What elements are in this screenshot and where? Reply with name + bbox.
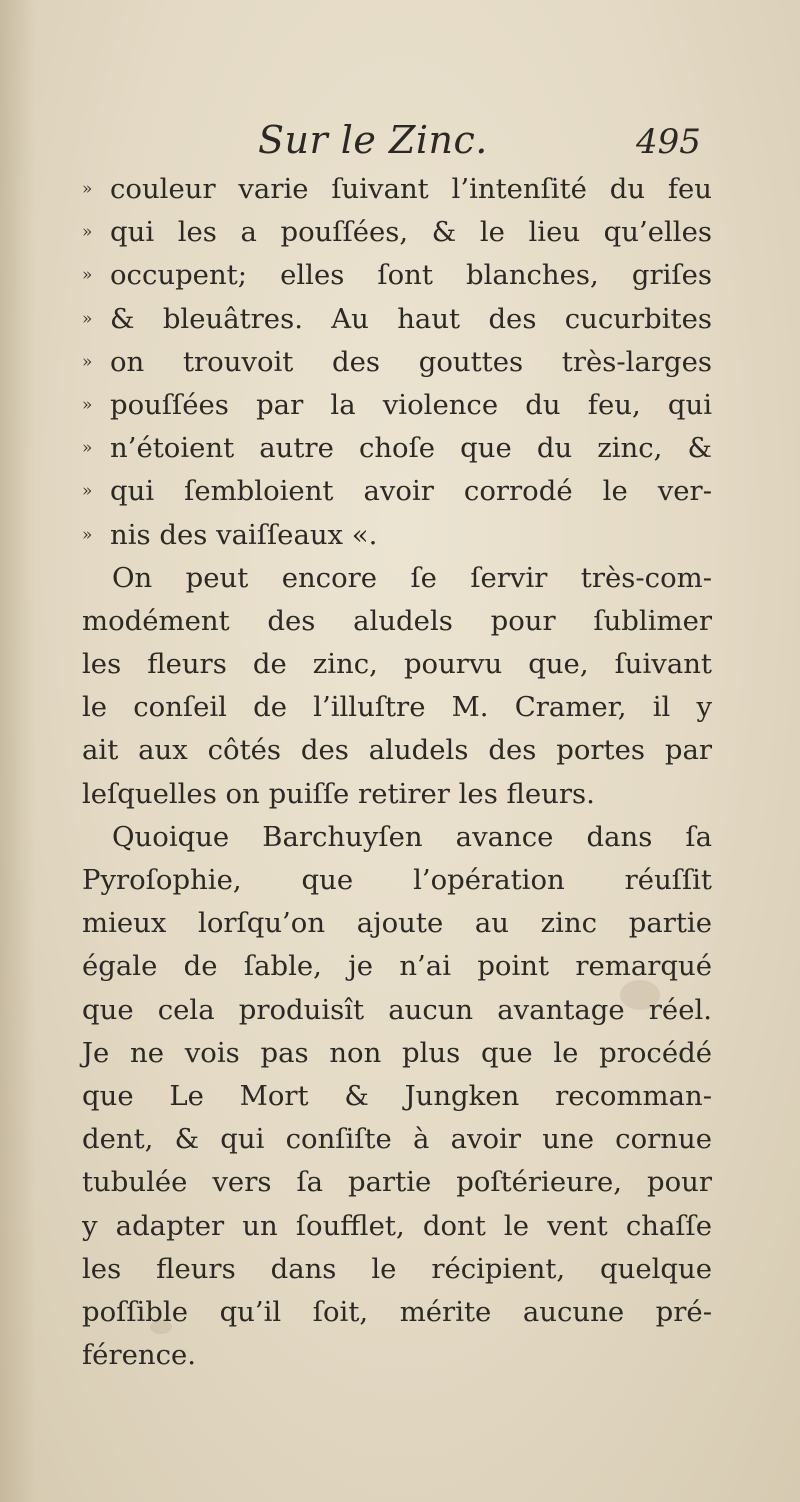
quote-mark: » xyxy=(82,222,93,243)
line-text: pouſſées par la violence du feu, qui xyxy=(110,388,712,421)
text-line: On peut encore ſe ſervir très-com- xyxy=(112,561,712,594)
text-line: les fleurs dans le récipient, quelque xyxy=(82,1252,712,1285)
line-text: occupent; elles ſont blanches, griſes xyxy=(110,259,712,292)
page-header xyxy=(0,118,800,168)
text-line: poſſible qu’il ſoit, mérite aucune pré- xyxy=(82,1295,712,1328)
quote-mark: » xyxy=(82,179,93,199)
quote-mark: » xyxy=(82,438,93,459)
line-text: couleur varie ſuivant l’intenſité du feu xyxy=(110,173,712,205)
body-text xyxy=(82,168,712,1377)
text-line xyxy=(82,254,712,297)
text-line: mieux lorſqu’on ajoute au zinc partie xyxy=(82,907,712,940)
text-line xyxy=(82,427,712,470)
line-text: on trouvoit des gouttes très-larges xyxy=(110,345,712,378)
text-line: que Le Mort & Jungken recomman- xyxy=(82,1079,712,1112)
text-line xyxy=(82,514,712,557)
quote-mark: » xyxy=(82,351,93,372)
text-line: Pyroſophie, que l’opération réuſſit xyxy=(82,864,712,896)
text-line xyxy=(82,341,712,384)
line-text: & bleuâtres. Au haut des cucurbites xyxy=(110,302,712,335)
text-line: les fleurs de zinc, pourvu que, ſuivant xyxy=(82,648,712,681)
text-line: Quoique Barchuyſen avance dans ſa xyxy=(112,820,712,853)
line-text: qui ſembloient avoir corrodé le ver- xyxy=(110,475,712,508)
line-text: nis des vaiſſeaux «. xyxy=(110,518,378,551)
text-line: leſquelles on puiſſe retirer les fleurs. xyxy=(82,777,595,810)
text-line: que cela produisît aucun avantage réel. xyxy=(82,993,712,1026)
text-line: tubulée vers ſa partie poſtérieure, pour xyxy=(82,1166,712,1199)
text-line: égale de ſable, je n’ai point remarqué xyxy=(82,950,712,983)
text-line: le conſeil de l’illuſtre M. Cramer, il y xyxy=(82,691,712,724)
text-line xyxy=(82,298,712,341)
text-line: y adapter un ſoufflet, dont le vent chaſſe xyxy=(82,1209,712,1242)
text-line xyxy=(82,211,712,254)
quote-mark: » xyxy=(82,524,93,545)
quote-mark: » xyxy=(82,265,93,286)
text-line: Je ne vois pas non plus que le procédé xyxy=(82,1036,712,1069)
line-text: qui les a pouſſées, & le lieu qu’elles xyxy=(110,216,712,249)
quote-mark: » xyxy=(82,481,93,502)
text-line: dent, & qui conſiſte à avoir une cornue xyxy=(82,1123,712,1156)
running-title: Sur le Zinc. xyxy=(258,118,488,162)
text-line: modément des aludels pour ſublimer xyxy=(82,604,712,637)
quote-mark: » xyxy=(82,308,93,329)
quote-mark: » xyxy=(82,394,93,415)
line-text: n’étoient autre choſe que du zinc, & xyxy=(110,432,712,465)
text-line xyxy=(82,470,712,513)
page-number: 495 xyxy=(636,122,701,162)
page-edge-shadow xyxy=(0,0,36,1502)
text-line: férence. xyxy=(82,1339,197,1372)
text-line xyxy=(82,384,712,427)
text-line: ait aux côtés des aludels des portes par xyxy=(82,734,712,767)
text-line xyxy=(82,168,712,211)
